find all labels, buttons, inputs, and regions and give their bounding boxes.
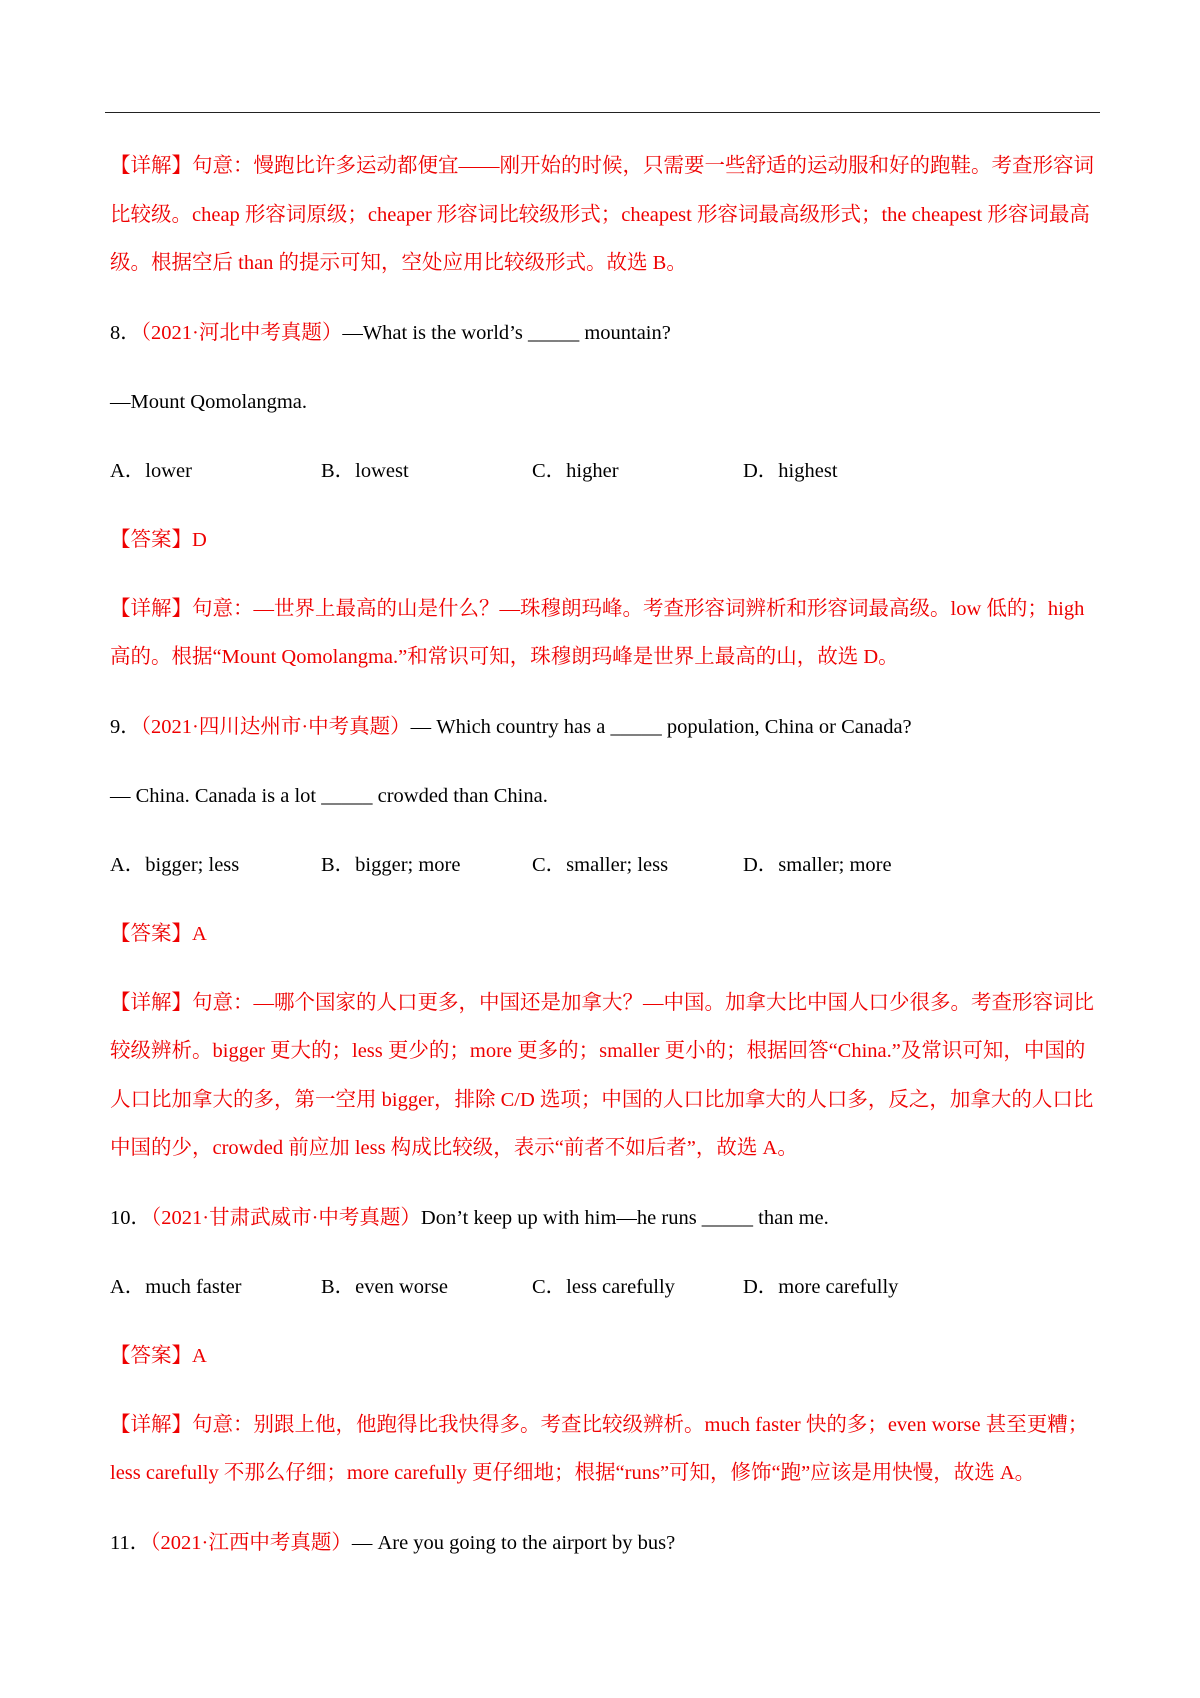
answer-label: 【答案】 [110, 528, 192, 551]
answer-value: A [192, 1344, 207, 1367]
option-b: B．lowest [321, 459, 409, 482]
option-a: A．bigger; less [110, 853, 240, 876]
detail-label: 【详解】 [110, 991, 192, 1014]
question-source: （2021·河北中考真题） [140, 321, 343, 344]
q8-response [110, 378, 1100, 426]
answer-label: 【答案】 [110, 922, 192, 945]
q9-response [110, 772, 1100, 820]
question-source: （2021·甘肃武威市·中考真题） [151, 1206, 421, 1229]
answer-label: 【答案】 [110, 1344, 192, 1367]
detail-label: 【详解】 [110, 1413, 192, 1436]
q8-answer [110, 516, 1100, 564]
option-c: C．smaller; less [532, 853, 669, 876]
detail-label: 【详解】 [110, 597, 192, 620]
question-text: —Mount Qomolangma. [110, 390, 308, 413]
q9-answer [110, 910, 1100, 958]
question-text: — China. Canada is a lot _____ crowded than China. [110, 784, 548, 807]
detail-text: 句意：—哪个国家的人口更多，中国还是加拿大？—中国。加拿大比中国人口少很多。考查形容词比较级辨析。bigger 更大的；less 更少的；more 更多的；smaller 更小的；根据回答“China.”及常识可知，中国的人口比加拿大的多，第一空用 bigger，排除 C/D 选项；中国的人口比加拿大的人口多，反之，加拿大的人口比中国的少，crowded 前应加 less 构成比较级，表示“前者不如后者”，故选 A。 [110, 991, 1094, 1159]
question-text: — Which country has a _____ population, China or Canada? [410, 715, 912, 738]
question-source: （2021·四川达州市·中考真题） [140, 715, 411, 738]
option-b: B．even worse [321, 1275, 448, 1298]
header-rule [105, 112, 1100, 113]
option-a: A．much faster [110, 1275, 242, 1298]
question-number: 8． [110, 321, 141, 344]
q8-stem [110, 309, 1100, 357]
question-number: 10． [110, 1206, 151, 1229]
q10-answer [110, 1332, 1100, 1380]
option-c: C．less carefully [532, 1275, 675, 1298]
option-a: A．lower [110, 459, 192, 482]
option-b: B．bigger; more [321, 853, 461, 876]
detail-label: 【详解】 [110, 155, 192, 177]
q11-stem [110, 1519, 1100, 1567]
q8-detail [110, 585, 1100, 682]
detail-text: 句意：—世界上最高的山是什么？—珠穆朗玛峰。考查形容词辨析和形容词最高级。low 低的；high 高的。根据“Mount Qomolangma.”和常识可知，珠穆朗玛峰是世界上最高的山，故选 D。 [110, 597, 1085, 668]
q7-detail [110, 142, 1100, 288]
q10-options [110, 1263, 1100, 1311]
question-text: —What is the world’s _____ mountain? [342, 321, 671, 344]
q9-options [110, 841, 1100, 889]
q9-stem [110, 703, 1100, 751]
document-content [110, 142, 1100, 1588]
q10-detail [110, 1401, 1100, 1498]
question-text: — Are you going to the airport by bus? [351, 1531, 676, 1554]
option-c: C．higher [532, 459, 619, 482]
question-number: 9． [110, 715, 141, 738]
detail-text: 句意：慢跑比许多运动都便宜——刚开始的时候，只需要一些舒适的运动服和好的跑鞋。考查形容词比较级。cheap 形容词原级；cheaper 形容词比较级形式；cheapest 形容词最高级形式；the cheapest 形容词最高级。根据空后 than 的提示可知，空处应用比较级形式。故选 B。 [110, 155, 1094, 274]
answer-value: A [192, 922, 207, 945]
q10-stem [110, 1194, 1100, 1242]
q9-detail [110, 979, 1100, 1173]
question-number: 11． [110, 1531, 151, 1554]
question-text: Don’t keep up with him—he runs _____ than me. [420, 1206, 829, 1229]
option-d: D．smaller; more [743, 853, 892, 876]
option-d: D．highest [743, 459, 838, 482]
detail-text: 句意：别跟上他，他跑得比我快得多。考查比较级辨析。much faster 快的多；even worse 甚至更糟；less carefully 不那么仔细；more carefully 更仔细地；根据“runs”可知，修饰“跑”应该是用快慢，故选 A。 [110, 1413, 1089, 1484]
question-source: （2021·江西中考真题） [150, 1531, 352, 1554]
answer-value: D [192, 528, 207, 551]
q8-options [110, 447, 1100, 495]
option-d: D．more carefully [743, 1275, 899, 1298]
